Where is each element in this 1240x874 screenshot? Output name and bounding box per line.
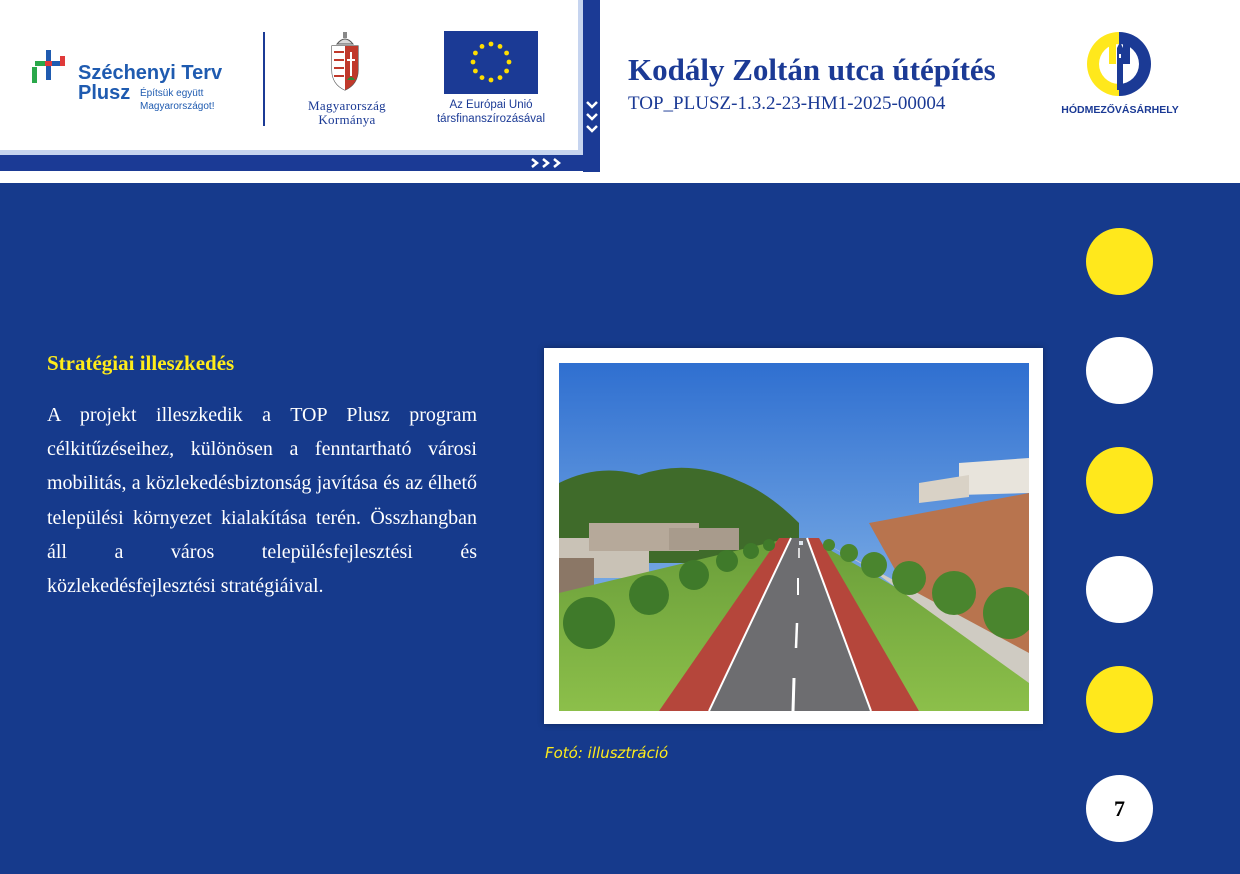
project-code: TOP_PLUSZ-1.3.2-23-HM1-2025-00004: [628, 93, 946, 114]
logo-band: [0, 0, 600, 172]
szechenyi-tagline-2: Magyarországot!: [140, 101, 215, 112]
project-title: Kodály Zoltán utca útépítés: [628, 52, 996, 87]
decorative-dot-2: [1086, 337, 1153, 404]
chevron-right-icon: [528, 157, 568, 169]
main-content: [0, 183, 1240, 874]
decorative-dot-5: [1086, 666, 1153, 733]
szechenyi-title: Széchenyi Terv: [78, 62, 223, 84]
eu-line-1: Az Európai Unió: [449, 99, 533, 111]
band-bottom: [0, 155, 590, 171]
government-line-2: Kormánya: [318, 112, 376, 127]
chevron-down-icon: [584, 98, 600, 138]
header: [0, 0, 1240, 183]
decorative-dot-1: [1086, 228, 1153, 295]
band-right: [583, 0, 600, 172]
photo-frame: [544, 348, 1043, 724]
body-paragraph: A projekt illeszkedik a TOP Plusz program célkitűzéseihez, különösen a fenntartható városi mobilitás, a közlekedésbiztonság javítása és az élhető települési környezet kialakítása terén. Összhangban áll a város településfejlesztési és közlekedésfejlesztési stratégiáival.: [47, 404, 477, 598]
city-name: HÓDMEZŐVÁSÁRHELY: [1061, 104, 1179, 116]
page-number: 7: [1086, 775, 1153, 842]
road-illustration-image: [559, 363, 1029, 711]
coat-of-arms-icon: [328, 30, 362, 92]
section-heading: Stratégiai illeszkedés: [47, 351, 235, 375]
government-line-1: Magyarország: [308, 98, 386, 113]
szechenyi-tagline-1: Építsük együtt: [140, 88, 204, 99]
decorative-dot-3: [1086, 447, 1153, 514]
photo-caption: Fotó: illusztráció: [545, 744, 669, 762]
decorative-dot-4: [1086, 556, 1153, 623]
logo-divider: [263, 32, 265, 126]
szechenyi-plus: Plusz: [78, 82, 131, 104]
city-logo-icon: [1083, 28, 1155, 100]
eu-line-2: társfinanszírozásával: [436, 113, 546, 125]
eu-flag-icon: [444, 31, 538, 94]
